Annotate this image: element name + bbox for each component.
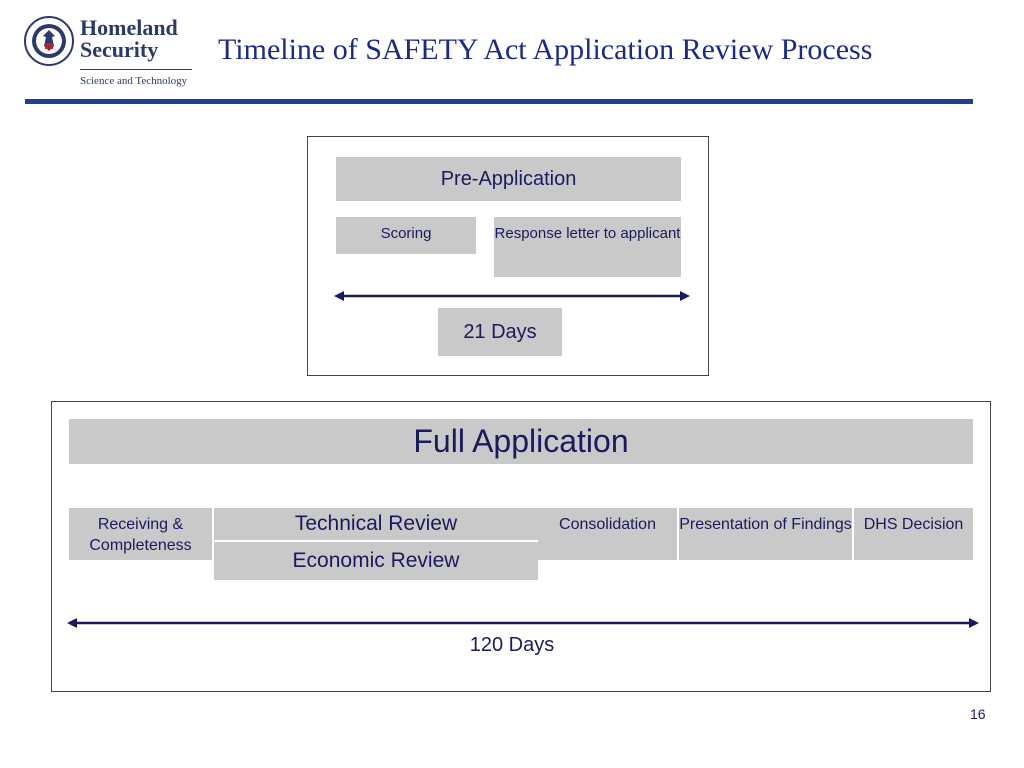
header-divider xyxy=(25,99,973,104)
stage-dhs-decision: DHS Decision xyxy=(854,508,973,560)
full-application-title: Full Application xyxy=(69,419,973,464)
logo-word-homeland: Homeland xyxy=(80,15,178,40)
logo-subtitle: Science and Technology xyxy=(80,75,188,87)
full-application-duration: 120 Days xyxy=(469,633,555,656)
slide-title: Timeline of SAFETY Act Application Review Process xyxy=(218,33,873,66)
dhs-seal-icon xyxy=(24,16,74,66)
full-application-panel xyxy=(51,401,991,692)
stage-technical-review: Technical Review xyxy=(214,508,538,542)
response-letter-step: Response letter to applicant xyxy=(494,217,681,277)
stage-consolidation: Consolidation xyxy=(538,508,679,560)
stage-receiving-completeness: Receiving & Completeness xyxy=(69,508,214,560)
pre-application-duration: 21 Days xyxy=(438,308,562,356)
scoring-step: Scoring xyxy=(336,217,476,254)
stage-presentation-of-findings: Presentation of Findings xyxy=(679,508,854,560)
pre-application-panel xyxy=(307,136,709,376)
dhs-logo xyxy=(24,14,199,92)
pre-application-timeline-arrow xyxy=(334,287,690,305)
stage-economic-review: Economic Review xyxy=(214,542,538,580)
pre-application-title: Pre-Application xyxy=(336,157,681,201)
page-number: 16 xyxy=(970,706,986,722)
full-application-timeline-arrow xyxy=(67,614,979,632)
logo-divider xyxy=(80,69,192,70)
logo-word-security: Security xyxy=(80,37,159,62)
